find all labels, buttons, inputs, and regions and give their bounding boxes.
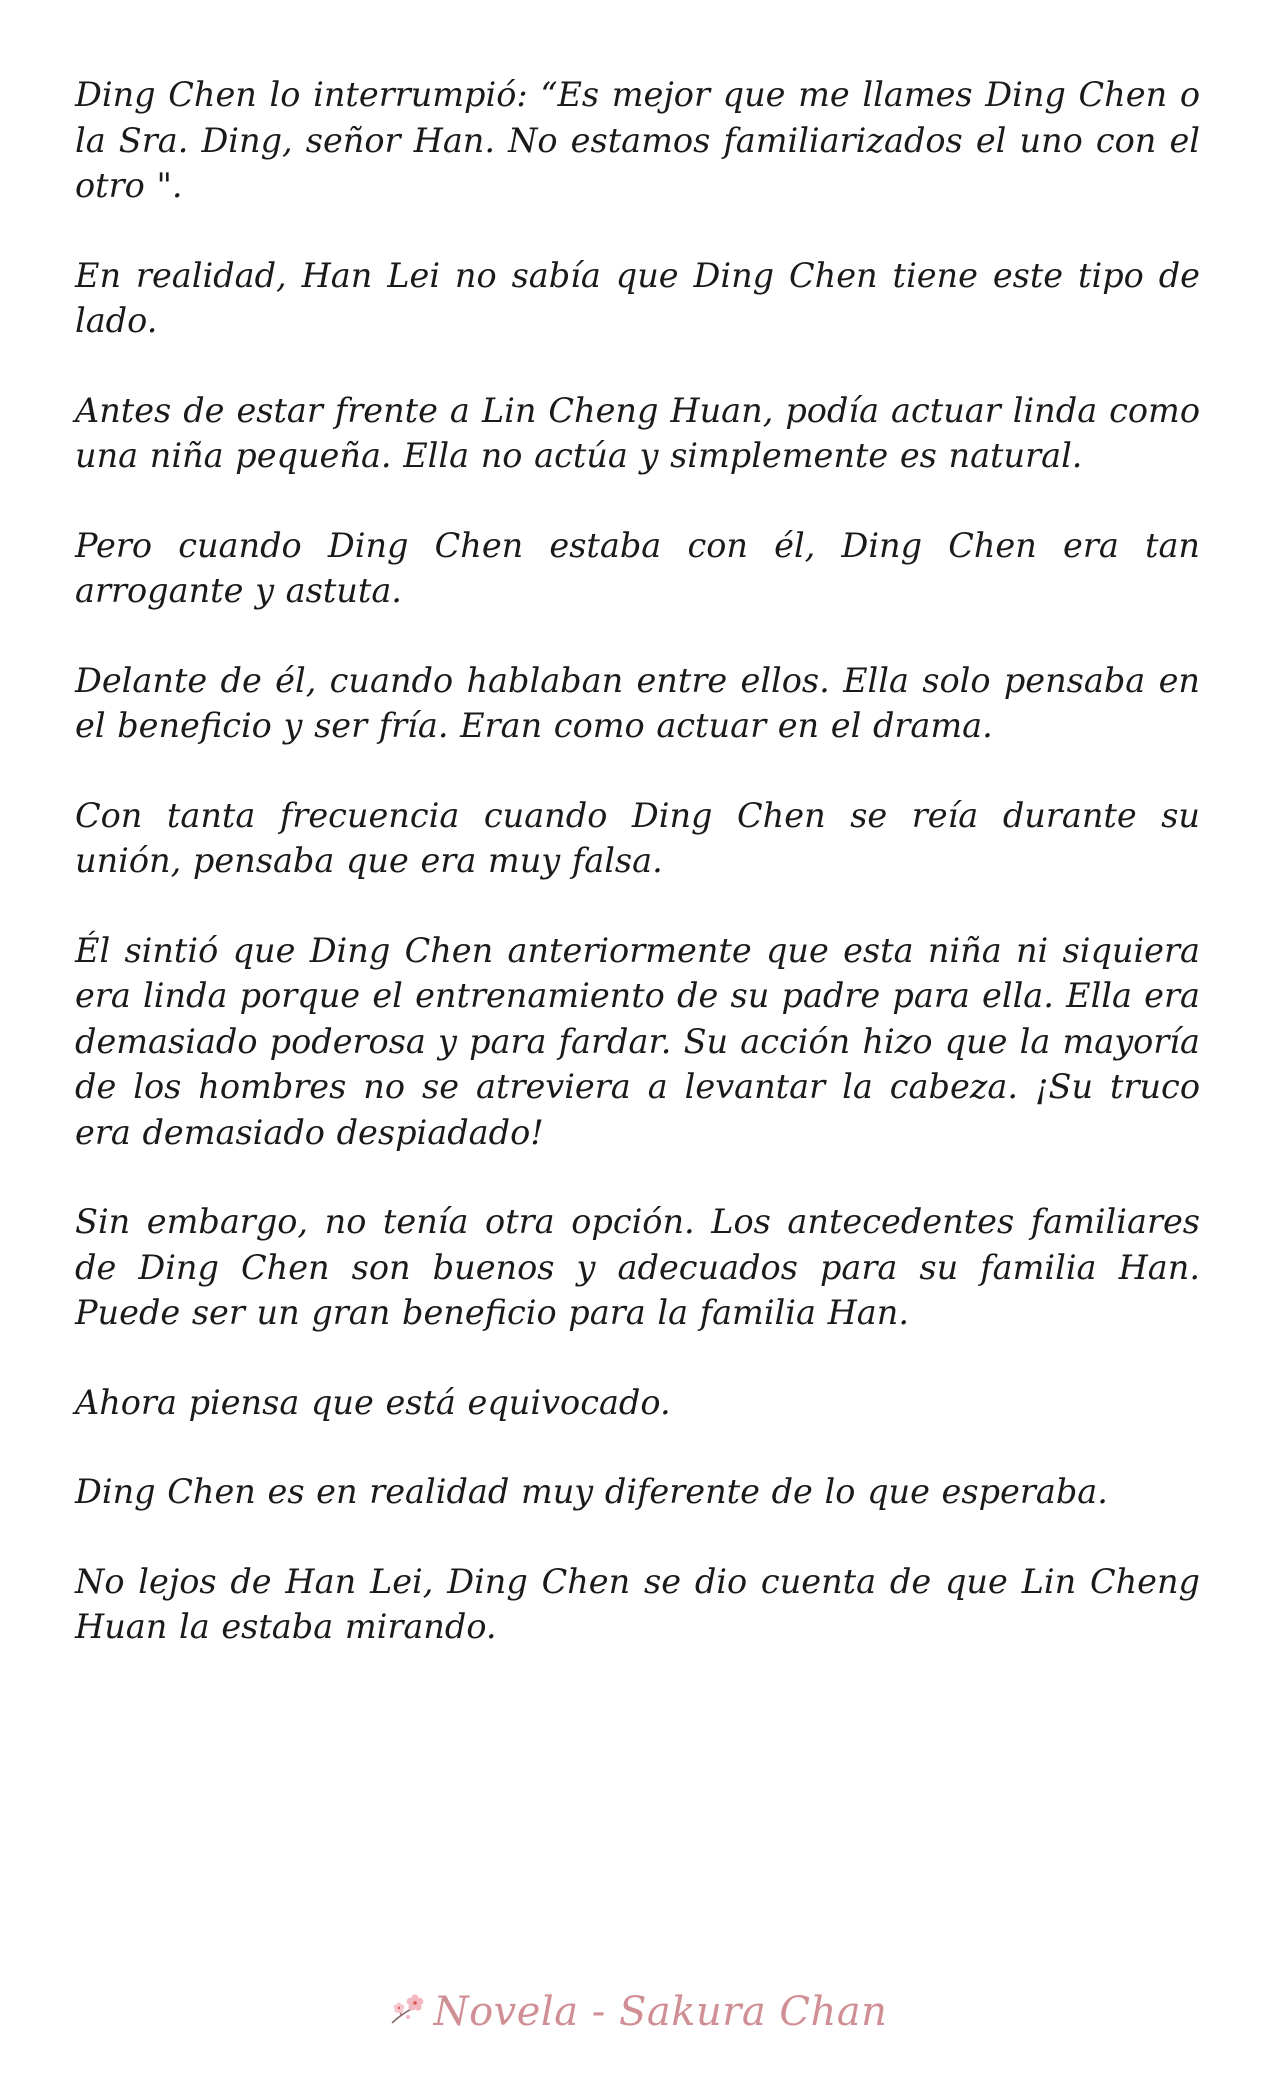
paragraph: Ding Chen lo interrumpió: “Es mejor que me llames Ding Chen o la Sra. Ding, señor Han. No estamos familiarizados el uno con el otro ". xyxy=(75,75,1200,205)
paragraph: Él sintió que Ding Chen anteriormente que esta niña ni siquiera era linda porque el entrenamiento de su padre para ella. Ella era demasiado poderosa y para fardar. Su acción hizo que la mayoría de los hombres no se atreviera a levantar la cabeza. ¡Su truco era demasiado despiadado! xyxy=(75,930,1200,1152)
paragraph: No lejos de Han Lei, Ding Chen se dio cuenta de que Lin Cheng Huan la estaba mirando. xyxy=(75,1561,1200,1646)
paragraph: Ahora piensa que está equivocado. xyxy=(75,1382,671,1422)
watermark-footer xyxy=(0,1982,1275,2042)
paragraph: Sin embargo, no tenía otra opción. Los antecedentes familiares de Ding Chen son buenos y adecuados para su familia Han. Puede ser un gran beneficio para la familia Han. xyxy=(75,1202,1200,1332)
paragraph: Pero cuando Ding Chen estaba con él, Ding Chen era tan arrogante y astuta. xyxy=(75,525,1200,610)
watermark-text: Novela - Sakura Chan xyxy=(433,1989,888,2035)
paragraph: Delante de él, cuando hablaban entre ellos. Ella solo pensaba en el beneficio y ser fría. Eran como actuar en el drama. xyxy=(75,660,1200,745)
cherry-blossom-icon xyxy=(388,1991,428,2027)
document-body xyxy=(75,72,1200,1694)
paragraph: Ding Chen es en realidad muy diferente de lo que esperaba. xyxy=(75,1472,1108,1511)
paragraph: Con tanta frecuencia cuando Ding Chen se reía durante su unión, pensaba que era muy falsa. xyxy=(75,795,1200,880)
paragraph: En realidad, Han Lei no sabía que Ding Chen tiene este tipo de lado. xyxy=(75,255,1200,340)
paragraph: Antes de estar frente a Lin Cheng Huan, podía actuar linda como una niña pequeña. Ella no actúa y simplemente es natural. xyxy=(75,390,1200,475)
